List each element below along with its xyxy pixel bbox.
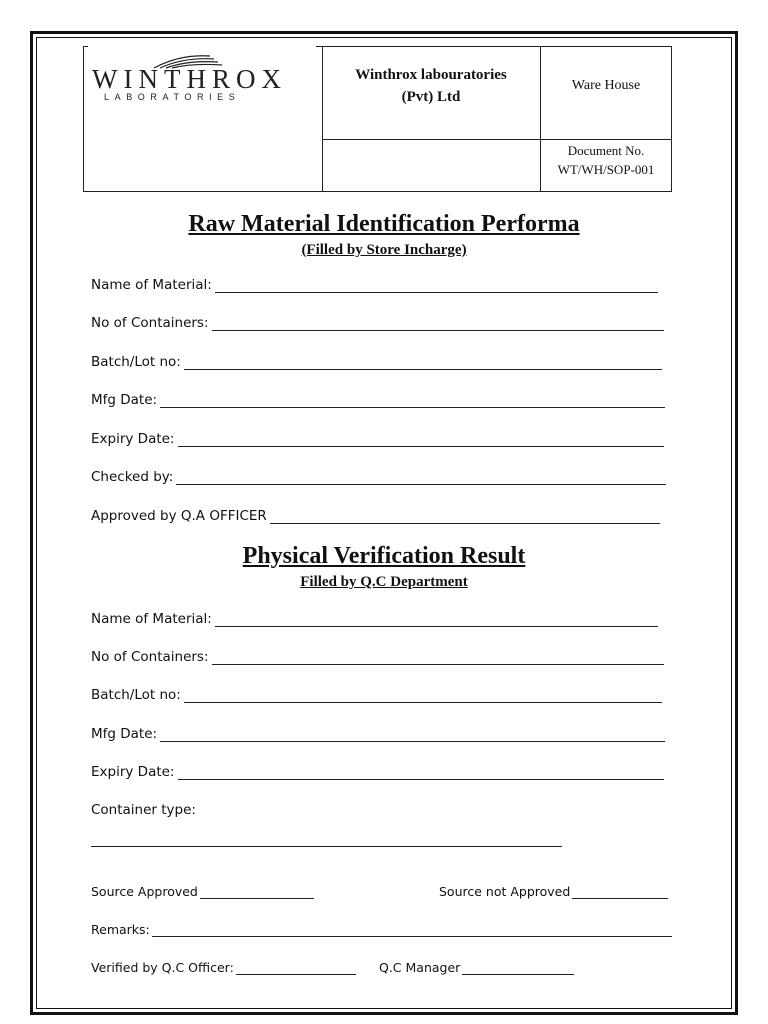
s1-checked-by-field[interactable]: Checked by: — [91, 469, 666, 485]
qc-manager-field[interactable]: Q.C Manager — [379, 960, 574, 975]
source-not-approved-field[interactable]: Source not Approved — [439, 884, 668, 899]
s2-mfg-date-field[interactable]: Mfg Date: — [91, 726, 665, 742]
logo-subtitle: LABORATORIES — [104, 92, 241, 102]
s1-mfg-date-field[interactable]: Mfg Date: — [91, 392, 665, 408]
s1-batch-lot-field[interactable]: Batch/Lot no: — [91, 354, 662, 370]
document-number: Document No. WT/WH/SOP-001 — [557, 143, 655, 177]
company-name: Winthrox labouratories (Pvt) Ltd — [355, 67, 507, 105]
section1-title: Raw Material Identification Performa — [188, 211, 580, 237]
s1-approved-by-field[interactable]: Approved by Q.A OFFICER — [91, 508, 660, 524]
source-approved-field[interactable]: Source Approved — [91, 884, 314, 899]
section2-subtitle: Filled by Q.C Department — [300, 574, 468, 590]
company-logo — [92, 52, 312, 108]
verified-by-field[interactable]: Verified by Q.C Officer: — [91, 960, 356, 975]
s1-no-of-containers-field[interactable]: No of Containers: — [91, 315, 664, 331]
container-type-blank[interactable] — [91, 846, 562, 847]
s1-name-of-material-field[interactable]: Name of Material: — [91, 277, 658, 293]
s2-container-type-label: Container type: — [91, 802, 196, 818]
section1-subtitle: (Filled by Store Incharge) — [301, 242, 467, 258]
logo-word: WINTHROX — [92, 64, 287, 94]
remarks-field[interactable]: Remarks: — [91, 922, 672, 937]
department-label: Ware House — [571, 78, 641, 93]
s2-name-of-material-field[interactable]: Name of Material: — [91, 611, 658, 627]
s1-expiry-date-field[interactable]: Expiry Date: — [91, 431, 664, 447]
section2-title: Physical Verification Result — [242, 543, 526, 569]
s2-batch-lot-field[interactable]: Batch/Lot no: — [91, 687, 662, 703]
s2-no-of-containers-field[interactable]: No of Containers: — [91, 649, 664, 665]
s2-expiry-date-field[interactable]: Expiry Date: — [91, 764, 664, 780]
